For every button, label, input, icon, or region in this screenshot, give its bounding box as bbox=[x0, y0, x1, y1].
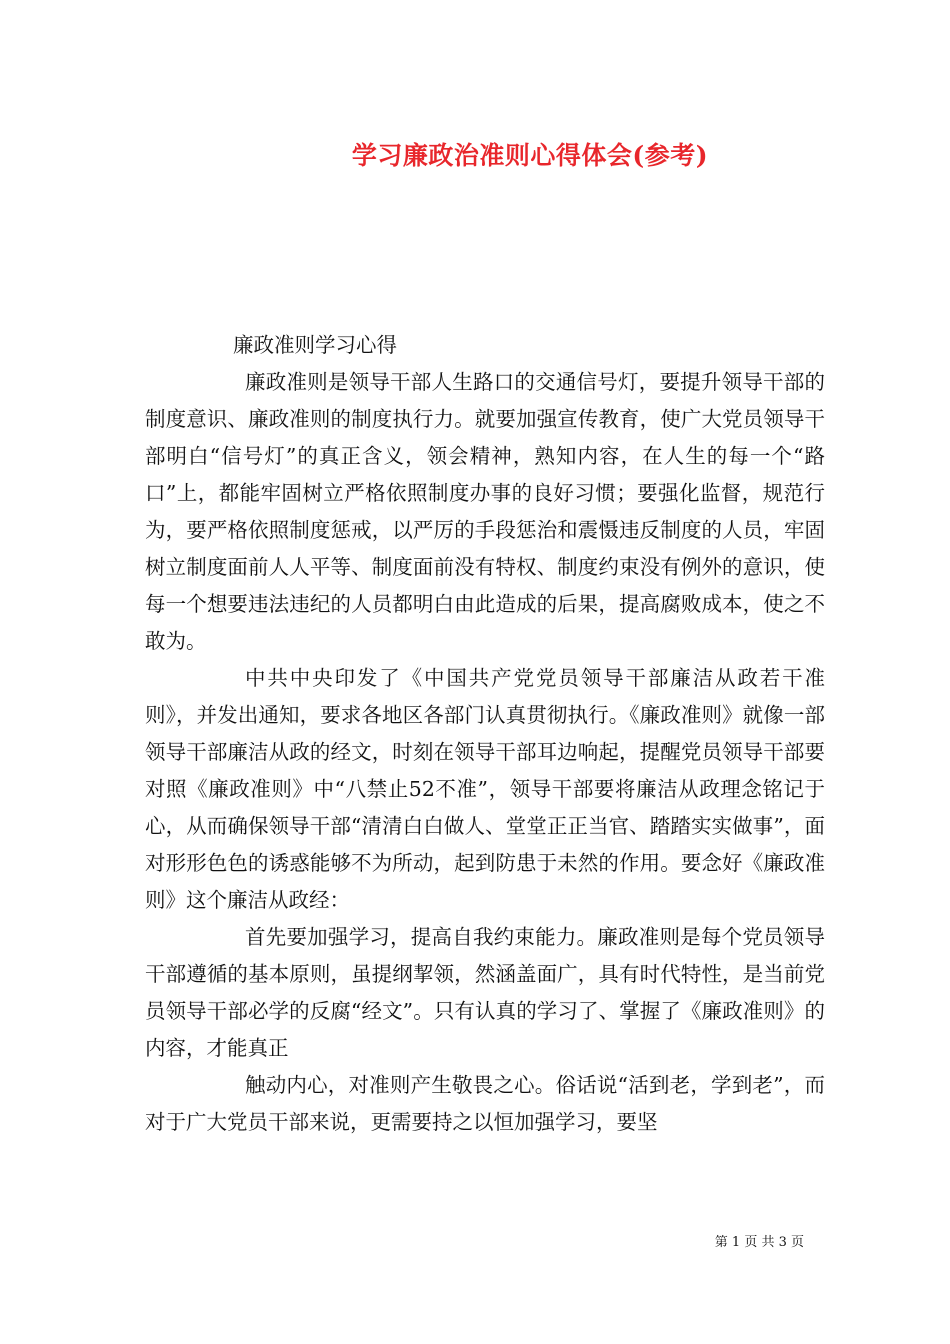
paragraph: 首先要加强学习，提高自我约束能力。廉政准则是每个党员领导干部遵循的基本原则，虽提纲挈领，然涵盖面广，具有时代特性，是当前党员领导干部必学的反腐“经文”。只有认真的学习了、掌握了《廉政准则》的内容，才能真正 bbox=[145, 925, 825, 1060]
paragraph: 中共中央印发了《中国共产党党员领导干部廉洁从政若干准则》，并发出通知，要求各地区各部门认真贯彻执行。《廉政准则》就像一部领导干部廉洁从政的经文，时刻在领导干部耳边响起，提醒党员领导干部要对照《廉政准则》中“八禁止52不准”，领导干部要将廉洁从政理念铭记于心，从而确保领导干部“清清白白做人、堂堂正正当官、踏踏实实做事”，面对形形色色的诱惑能够不为所动，起到防患于未然的作用。要念好《廉政准则》这个廉洁从政经： bbox=[145, 666, 825, 912]
paragraph: 触动内心，对准则产生敬畏之心。俗话说“活到老，学到老”，而对于广大党员干部来说，更需要持之以恒加强学习，要坚 bbox=[145, 1073, 825, 1134]
section-subheading: 廉政准则学习心得 bbox=[233, 333, 397, 357]
document-title: 学习廉政治准则心得体会(参考) bbox=[351, 141, 709, 170]
document-body bbox=[145, 327, 825, 1141]
paragraph: 廉政准则是领导干部人生路口的交通信号灯，要提升领导干部的制度意识、廉政准则的制度执行力。就要加强宣传教育，使广大党员领导干部明白“信号灯”的真正含义，领会精神，熟知内容，在人生的每一个“路口”上，都能牢固树立严格依照制度办事的良好习惯；要强化监督，规范行为，要严格依照制度惩戒，以严厉的手段惩治和震慑违反制度的人员，牢固树立制度面前人人平等、制度面前没有特权、制度约束没有例外的意识，使每一个想要违法违纪的人员都明白由此造成的后果，提高腐败成本，使之不敢为。 bbox=[145, 370, 825, 653]
page-number-footer: 第 1 页 共 3 页 bbox=[714, 1235, 804, 1250]
